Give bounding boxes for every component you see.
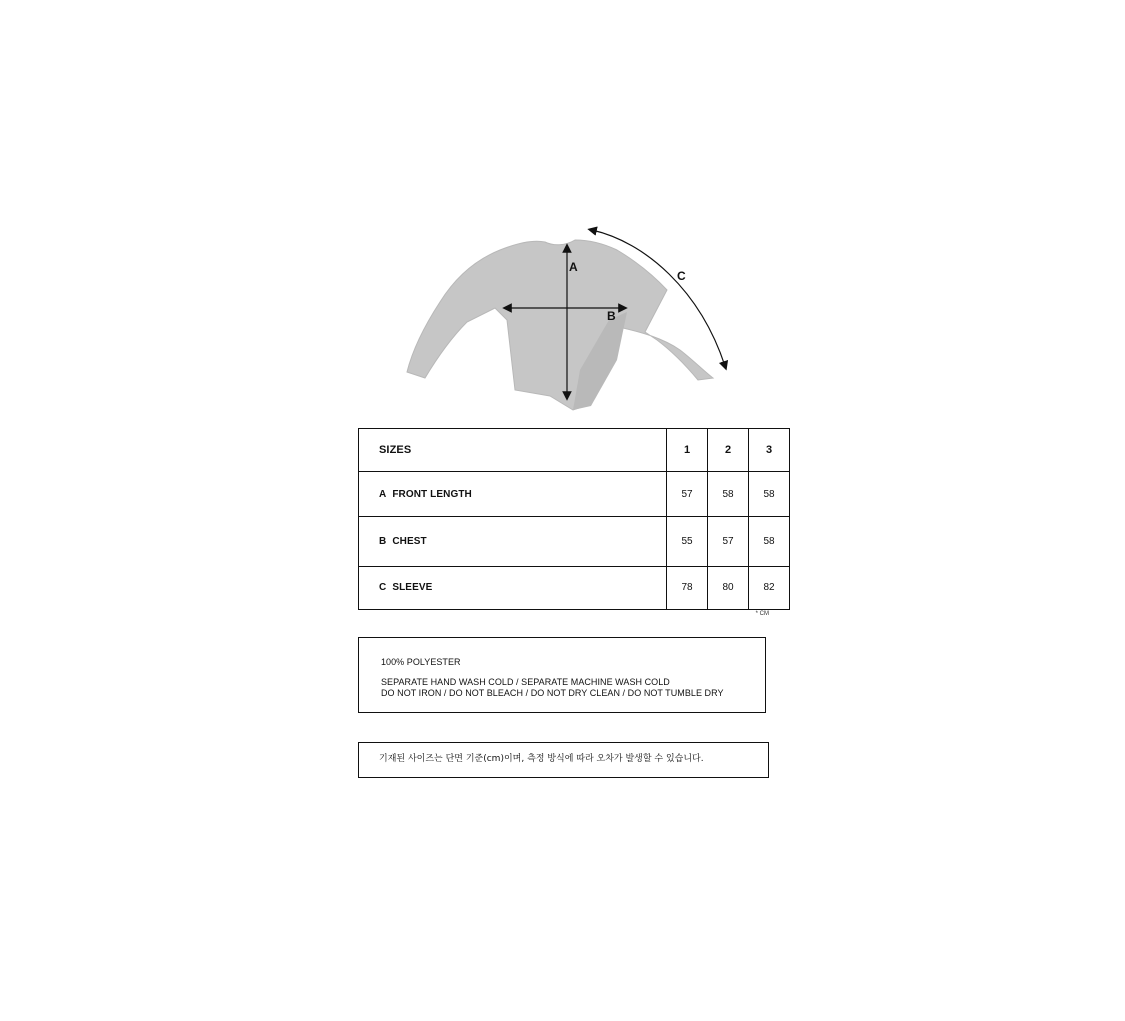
sweater-body-shape [407, 240, 713, 410]
marker-c: C [677, 269, 686, 283]
marker-a: A [569, 260, 578, 274]
size-header-2: 2 [708, 429, 749, 472]
row-letter-a: A [379, 488, 387, 500]
wash-instructions: SEPARATE HAND WASH COLD / SEPARATE MACHINE WASH COLD [381, 677, 670, 687]
cell-front-length-2: 58 [708, 472, 749, 517]
row-name-front-length: FRONT LENGTH [392, 488, 472, 500]
row-label-sleeve [359, 566, 667, 609]
cell-front-length-3: 58 [749, 472, 790, 517]
row-label-front-length [359, 472, 667, 517]
cell-chest-3: 58 [749, 517, 790, 566]
material-text: 100% POLYESTER [381, 657, 461, 667]
cell-chest-1: 55 [667, 517, 708, 566]
size-header-3: 3 [749, 429, 790, 472]
unit-note: * CM [755, 611, 769, 617]
row-name-chest: CHEST [392, 536, 427, 548]
size-header-label: SIZES [359, 429, 667, 472]
row-label-chest [359, 517, 667, 566]
cell-sleeve-1: 78 [667, 566, 708, 609]
size-header-1: 1 [667, 429, 708, 472]
garment-diagram [395, 220, 740, 420]
care-info-box [358, 637, 766, 713]
cell-front-length-1: 57 [667, 472, 708, 517]
measurement-note-text: 기재된 사이즈는 단면 기준(cm)이며, 측정 방식에 따라 오차가 발생할 수 있습니다. [379, 754, 704, 764]
measurement-note-box [358, 742, 769, 778]
table-row-sleeve [359, 566, 790, 609]
cell-sleeve-2: 80 [708, 566, 749, 609]
size-header-row [359, 429, 790, 472]
cell-sleeve-3: 82 [749, 566, 790, 609]
row-letter-c: C [379, 582, 387, 594]
marker-b: B [607, 309, 616, 323]
size-table [358, 428, 790, 610]
table-row-front-length [359, 472, 790, 517]
row-letter-b: B [379, 536, 387, 548]
care-restrictions: DO NOT IRON / DO NOT BLEACH / DO NOT DRY CLEAN / DO NOT TUMBLE DRY [381, 688, 724, 698]
table-row-chest [359, 517, 790, 566]
cell-chest-2: 57 [708, 517, 749, 566]
row-name-sleeve: SLEEVE [392, 582, 433, 594]
